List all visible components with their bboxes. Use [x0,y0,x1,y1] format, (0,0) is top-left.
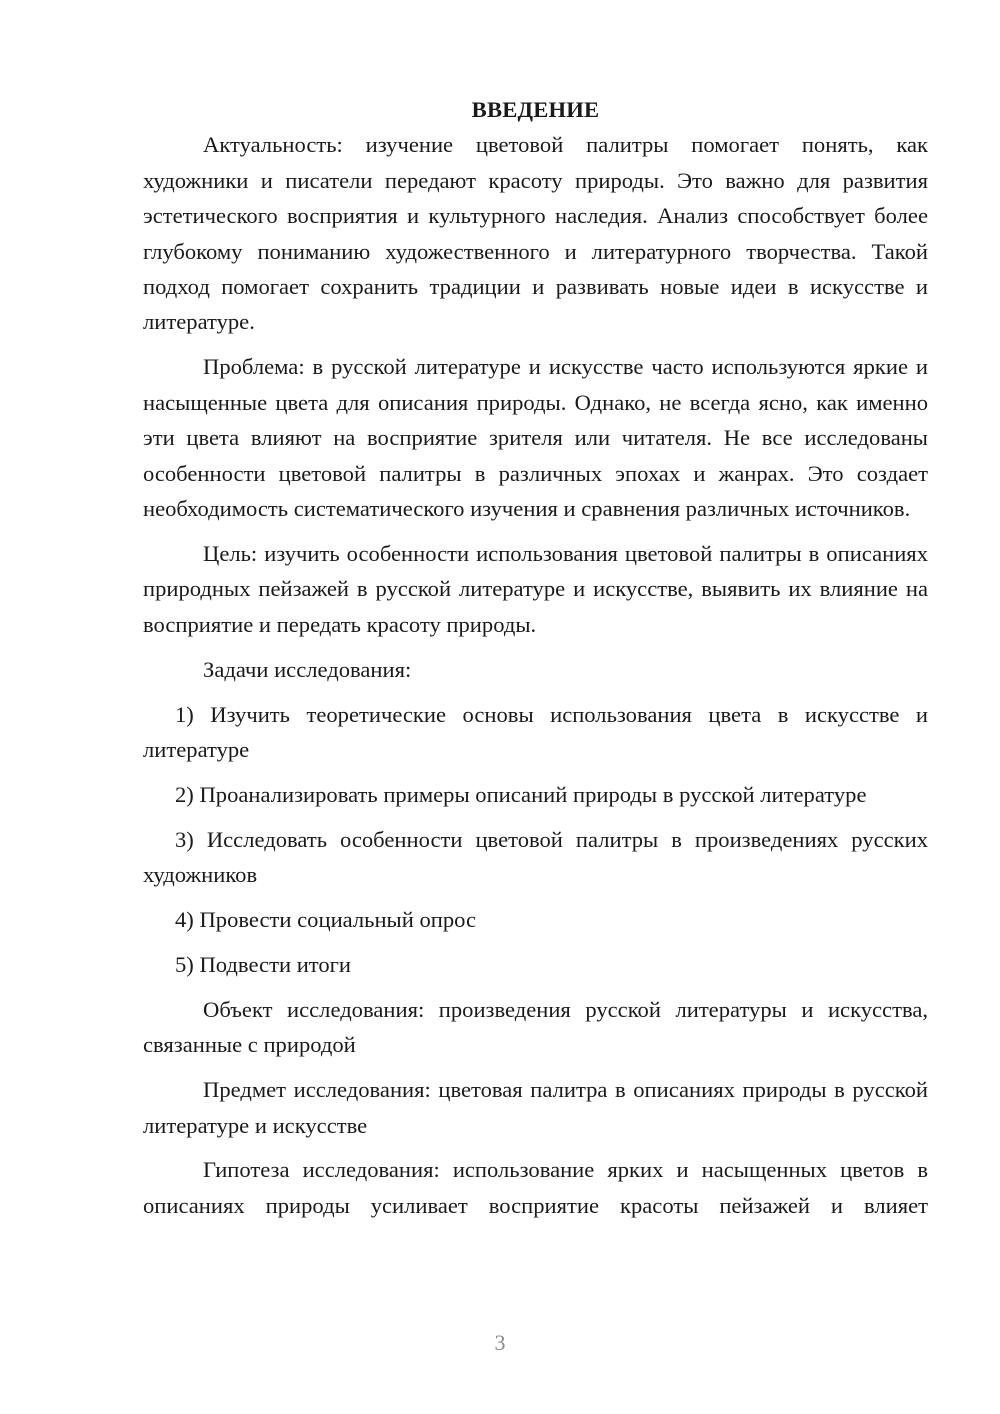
paragraph-hypothesis: Гипотеза исследования: использование ярких и насыщенных цветов в описаниях природы усиливает восприятие красоты пейзажей и влияет [143,1157,928,1218]
paragraph-goal: Цель: изучить особенности использования цветовой палитры в описаниях природных пейзажей в русской литературе и искусстве, выявить их влияние на восприятие и передать красоту природы. [143,540,928,637]
page-number: 3 [494,1330,506,1355]
document-page [143,92,928,1223]
task-item: 1) Изучить теоретические основы использования цвета в искусстве и литературе [143,701,928,762]
task-item: 5) Подвести итоги [175,951,352,977]
task-item: 3) Исследовать особенности цветовой палитры в произведениях русских художников [143,826,928,888]
task-item: 2) Проанализировать примеры описаний природы в русской литературе [175,781,867,807]
section-title: ВВЕДЕНИЕ [471,97,600,122]
paragraph-subject: Предмет исследования: цветовая палитра в описаниях природы в русской литературе и искусстве [143,1077,928,1138]
task-item: 4) Провести социальный опрос [175,907,477,933]
paragraph-relevance: Актуальность: изучение цветовой палитры помогает понять, как художники и писатели передают красоту природы. Это важно для развития эстетического восприятия и культурного наследия. Анализ способствует более глубокому пониманию художественного и литературного творчества. Такой подход помогает сохранить традиции и развивать новые идеи в искусстве и литературе. [143,132,928,335]
paragraph-object: Объект исследования: произведения русской литературы и искусства, связанные с природой [143,996,928,1058]
tasks-heading: Задачи исследования: [203,656,412,682]
paragraph-problem: Проблема: в русской литературе и искусстве часто используются яркие и насыщенные цвета для описания природы. Однако, не всегда ясно, как именно эти цвета влияют на восприятие зрителя или читателя. Не все исследованы особенности цветовой палитры в различных эпохах и жанрах. Это создает необходимость систематического изучения и сравнения различных источников. [143,354,928,521]
